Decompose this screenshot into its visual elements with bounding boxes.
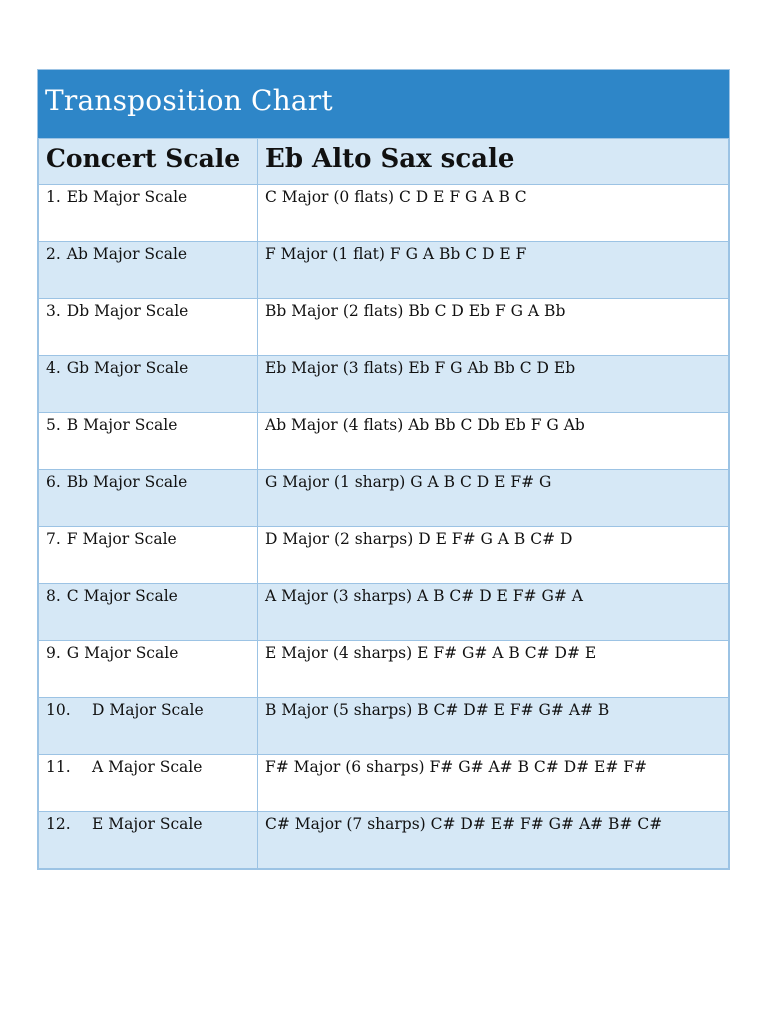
- table-row: [39, 299, 729, 356]
- concert-scale-name: C Major Scale: [66, 587, 178, 605]
- alto-scale-cell: E Major (4 sharps) E F# G# A B C# D# E: [258, 641, 729, 698]
- table-row: [39, 641, 729, 698]
- row-number: 7.: [46, 530, 61, 548]
- row-number: 5.: [46, 416, 61, 434]
- concert-scale-cell: [39, 356, 258, 413]
- alto-scale-cell: C Major (0 flats) C D E F G A B C: [258, 185, 729, 242]
- alto-scale-cell: F# Major (6 sharps) F# G# A# B C# D# E# F#: [258, 755, 729, 812]
- table-row: [39, 470, 729, 527]
- table-row: [39, 413, 729, 470]
- row-number: 1.: [46, 188, 61, 206]
- concert-scale-cell: [39, 755, 258, 812]
- concert-scale-name: E Major Scale: [92, 815, 203, 833]
- alto-scale-cell: A Major (3 sharps) A B C# D E F# G# A: [258, 584, 729, 641]
- alto-scale-cell: B Major (5 sharps) B C# D# E F# G# A# B: [258, 698, 729, 755]
- alto-scale-cell: D Major (2 sharps) D E F# G A B C# D: [258, 527, 729, 584]
- alto-scale-cell: G Major (1 sharp) G A B C D E F# G: [258, 470, 729, 527]
- chart-title: Transposition Chart: [38, 70, 729, 138]
- concert-scale-name: F Major Scale: [66, 530, 177, 548]
- alto-scale-cell: C# Major (7 sharps) C# D# E# F# G# A# B# C#: [258, 812, 729, 869]
- concert-scale-name: Eb Major Scale: [66, 188, 188, 206]
- concert-scale-cell: [39, 185, 258, 242]
- row-number: 6.: [46, 473, 61, 491]
- alto-scale-cell: Ab Major (4 flats) Ab Bb C Db Eb F G Ab: [258, 413, 729, 470]
- row-number: 2.: [46, 245, 61, 263]
- concert-scale-cell: [39, 299, 258, 356]
- concert-scale-cell: [39, 584, 258, 641]
- concert-scale-name: G Major Scale: [66, 644, 179, 662]
- alto-scale-cell: F Major (1 flat) F G A Bb C D E F: [258, 242, 729, 299]
- concert-scale-name: Db Major Scale: [66, 302, 189, 320]
- concert-scale-cell: [39, 641, 258, 698]
- concert-scale-name: Ab Major Scale: [66, 245, 188, 263]
- alto-scale-cell: Eb Major (3 flats) Eb F G Ab Bb C D Eb: [258, 356, 729, 413]
- transposition-chart: [37, 69, 730, 870]
- concert-scale-name: Gb Major Scale: [66, 359, 189, 377]
- row-number: 4.: [46, 359, 61, 377]
- table-row: [39, 698, 729, 755]
- row-number: 12.: [46, 815, 71, 833]
- concert-scale-cell: [39, 698, 258, 755]
- concert-scale-header: Concert Scale: [39, 139, 258, 185]
- alto-sax-scale-header: Eb Alto Sax scale: [258, 139, 729, 185]
- header-row: [39, 139, 729, 185]
- row-number: 11.: [46, 758, 71, 776]
- concert-scale-cell: [39, 242, 258, 299]
- table-row: [39, 527, 729, 584]
- concert-scale-cell: [39, 527, 258, 584]
- row-number: 8.: [46, 587, 61, 605]
- alto-scale-cell: Bb Major (2 flats) Bb C D Eb F G A Bb: [258, 299, 729, 356]
- row-number: 3.: [46, 302, 61, 320]
- concert-scale-name: A Major Scale: [92, 758, 203, 776]
- table-row: [39, 356, 729, 413]
- table-row: [39, 584, 729, 641]
- table-row: [39, 755, 729, 812]
- concert-scale-cell: [39, 470, 258, 527]
- concert-scale-cell: [39, 812, 258, 869]
- concert-scale-name: B Major Scale: [66, 416, 178, 434]
- table-row: [39, 185, 729, 242]
- table-row: [39, 812, 729, 869]
- concert-scale-name: Bb Major Scale: [66, 473, 188, 491]
- transposition-table: [38, 138, 729, 869]
- concert-scale-cell: [39, 413, 258, 470]
- table-row: [39, 242, 729, 299]
- row-number: 9.: [46, 644, 61, 662]
- row-number: 10.: [46, 701, 71, 719]
- concert-scale-name: D Major Scale: [92, 701, 204, 719]
